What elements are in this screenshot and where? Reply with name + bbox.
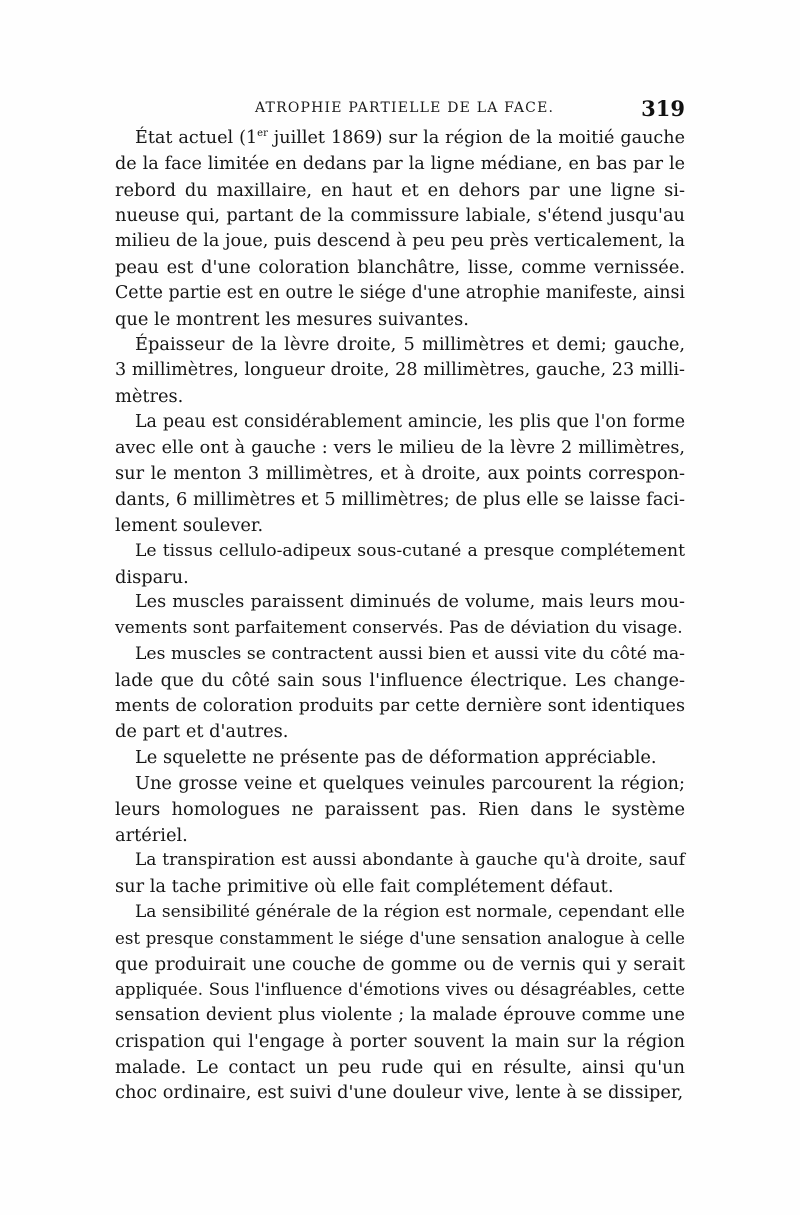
paragraph (115, 126, 685, 332)
text-line: La peau est considérablement amincie, les plis que l'on forme (135, 411, 685, 432)
text-line: La transpiration est aussi abondante à gauche qu'à droite, sauf (135, 850, 685, 871)
paragraph (115, 590, 685, 642)
text-line: que produirait une couche de gomme ou de vernis qui y serait (115, 953, 685, 975)
text-line: peau est d'une coloration blanchâtre, lisse, comme vernissée. (115, 256, 685, 278)
text-line: Les muscles se contractent aussi bien et aussi vite du côté ma- (135, 643, 685, 664)
paragraph (115, 332, 685, 409)
text-line: Une grosse veine et quelques veinules parcourent la région; (135, 772, 685, 794)
paragraph (115, 642, 685, 745)
text-line: crispation qui l'engage à porter souvent la main sur la région (115, 1030, 685, 1052)
text-line: malade. Le contact un peu rude qui en résulte, ainsi qu'un (115, 1056, 685, 1078)
text-line: dants, 6 millimètres et 5 millimètres; de plus elle se laisse faci- (115, 489, 685, 511)
text-line: de part et d'autres. (115, 721, 289, 743)
text-line: que le montrent les mesures suivantes. (115, 308, 469, 330)
text-line: La sensibilité générale de la région est normale, cependant elle (135, 901, 685, 922)
text-line: sensation devient plus violente ; la malade éprouve comme une (115, 1005, 685, 1026)
text-line: nueuse qui, partant de la commissure labiale, s'étend jusqu'au (115, 205, 685, 227)
text-line: Les muscles paraissent diminués de volume, mais leurs mou- (135, 592, 685, 613)
paragraph (115, 410, 685, 539)
paragraph (115, 848, 685, 900)
text-line: choc ordinaire, est suivi d'une douleur vive, lente à se dissiper, (115, 1082, 684, 1104)
text-line: de la face limitée en dedans par la ligne médiane, en bas par le (115, 153, 685, 174)
body-text (115, 126, 685, 1106)
text-line: Le tissus cellulo-adipeux sous-cutané a presque complétement (135, 540, 685, 561)
text-line: État actuel (1er juillet 1869) sur la région de la moitié gauche (135, 128, 686, 148)
text-line: sur la tache primitive où elle fait complétement défaut. (115, 876, 614, 898)
text-line: vements sont parfaitement conservés. Pas de déviation du visage. (115, 618, 683, 639)
text-line: leurs homologues ne paraissent pas. Rien dans le système (115, 798, 685, 820)
text-line: mètres. (115, 385, 184, 407)
text-line: Cette partie est en outre le siége d'une atrophie manifeste, ainsi (115, 282, 685, 303)
text-line: lement soulever. (115, 514, 264, 536)
text-line: sur le menton 3 millimètres, et à droite, aux points correspon- (115, 463, 685, 485)
running-head: ATROPHIE PARTIELLE DE LA FACE. (255, 100, 555, 116)
paragraph (115, 539, 685, 591)
text-line: est presque constamment le siége d'une sensation analogue à celle (115, 928, 685, 948)
text-line: Le squelette ne présente pas de déformation appréciable. (135, 747, 657, 769)
paragraph (115, 900, 685, 1106)
paragraph (115, 771, 685, 848)
text-line: lade que du côté sain sous l'influence électrique. Les change- (115, 669, 685, 691)
paragraph (115, 745, 685, 771)
text-line: 3 millimètres, longueur droite, 28 millimètres, gauche, 23 milli- (115, 360, 685, 381)
text-line: ments de coloration produits par cette dernière sont identiques (115, 695, 685, 716)
text-line: disparu. (115, 566, 189, 588)
text-line: Épaisseur de la lèvre droite, 5 millimètres et demi; gauche, (135, 334, 685, 356)
text-line: avec elle ont à gauche : vers le milieu de la lèvre 2 millimètres, (115, 437, 685, 458)
text-line: rebord du maxillaire, en haut et en dehors par une ligne si- (115, 179, 685, 201)
text-line: appliquée. Sous l'influence d'émotions vives ou désagréables, cette (115, 980, 685, 1000)
text-line: artériel. (115, 824, 188, 846)
page-header (115, 96, 685, 122)
text-line: milieu de la joue, puis descend à peu peu près verticalement, la (115, 231, 685, 252)
page-number: 319 (641, 96, 685, 121)
